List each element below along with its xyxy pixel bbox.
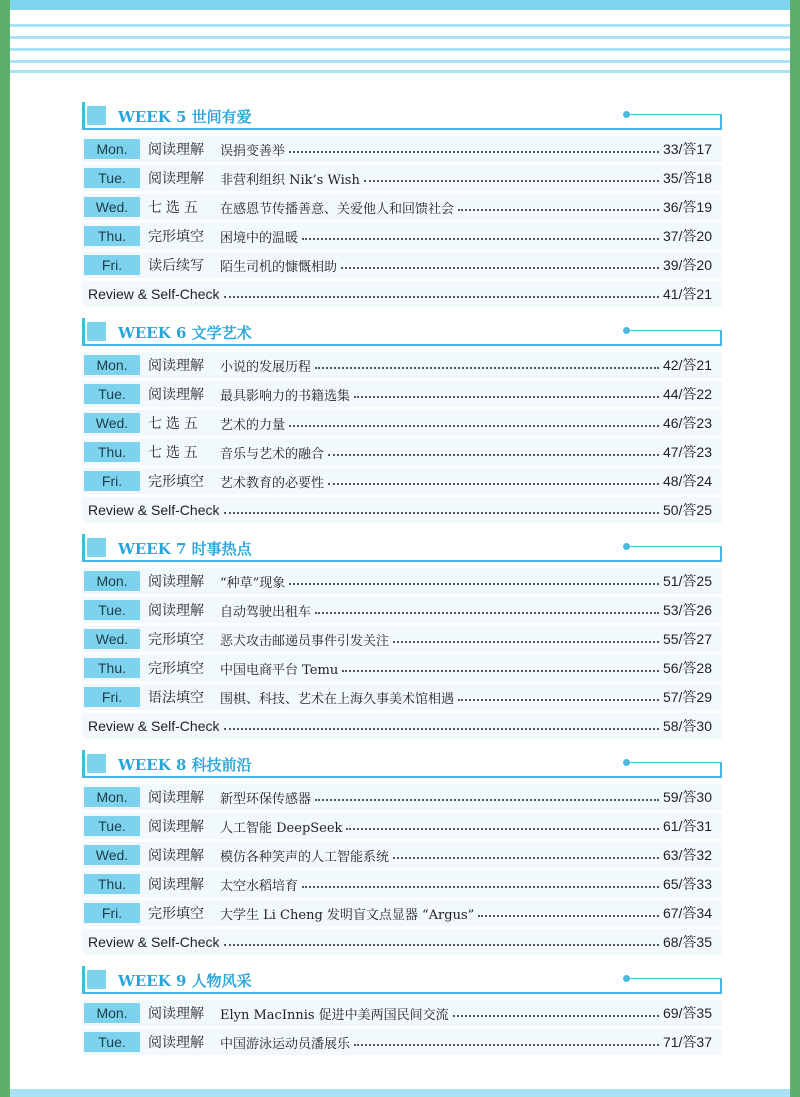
page-reference: 65/答33 xyxy=(662,876,712,892)
dot-leader xyxy=(458,208,659,211)
day-badge: Mon. xyxy=(84,355,140,375)
exercise-type: 完形填空 xyxy=(148,473,204,489)
toc-row[interactable] xyxy=(82,684,722,710)
article-title: 非营利组织 Nik’s Wish xyxy=(220,172,360,188)
page-reference: 63/答32 xyxy=(662,847,712,863)
article-title: 陌生司机的慷慨相助 xyxy=(220,259,338,275)
heading-bar xyxy=(82,534,85,562)
heading-dot-icon xyxy=(623,327,630,334)
day-badge: Tue. xyxy=(84,1032,140,1052)
heading-square-icon xyxy=(87,538,106,557)
heading-line xyxy=(627,114,722,115)
day-badge: Fri. xyxy=(84,687,140,707)
exercise-type: 阅读理解 xyxy=(148,170,204,186)
heading-bar xyxy=(82,318,85,346)
page-reference: 58/答30 xyxy=(662,718,712,734)
page-reference: 55/答27 xyxy=(662,631,712,647)
dot-leader xyxy=(364,179,659,182)
article-title: 模仿各种笑声的人工智能系统 xyxy=(220,849,390,865)
exercise-type: 读后续写 xyxy=(148,257,204,273)
toc-row[interactable] xyxy=(82,352,722,378)
exercise-type: 阅读理解 xyxy=(148,1005,204,1021)
article-title: 围棋、科技、艺术在上海久事美术馆相遇 xyxy=(220,691,455,707)
review-row[interactable] xyxy=(82,497,722,523)
heading-line xyxy=(627,546,722,547)
week-section xyxy=(82,750,722,955)
week-title: WEEK 7 时事热点 xyxy=(118,540,252,558)
dot-leader xyxy=(393,856,659,859)
article-title: 困境中的温暖 xyxy=(220,230,299,246)
week-section xyxy=(82,102,722,307)
review-row[interactable] xyxy=(82,929,722,955)
article-title: 大学生 Li Cheng 发明盲文点显器 “Argus” xyxy=(220,907,475,923)
dot-leader xyxy=(315,798,659,801)
day-badge: Tue. xyxy=(84,168,140,188)
toc-row[interactable] xyxy=(82,784,722,810)
exercise-type: 阅读理解 xyxy=(148,818,204,834)
exercise-type: 阅读理解 xyxy=(148,386,204,402)
heading-tick xyxy=(720,762,722,778)
decor-stripe xyxy=(10,24,790,27)
heading-tick xyxy=(720,978,722,994)
week-heading xyxy=(82,966,722,994)
day-badge: Wed. xyxy=(84,413,140,433)
exercise-type: 阅读理解 xyxy=(148,789,204,805)
article-title: 新型环保传感器 xyxy=(220,791,312,807)
article-title: 艺术教育的必要性 xyxy=(220,475,325,491)
dot-leader xyxy=(224,511,659,514)
top-band xyxy=(10,0,790,10)
dot-leader xyxy=(224,727,659,730)
exercise-type: 完形填空 xyxy=(148,660,204,676)
decor-stripe xyxy=(10,60,790,63)
page-reference: 39/答20 xyxy=(662,257,712,273)
toc-row[interactable] xyxy=(82,842,722,868)
table-of-contents xyxy=(82,102,722,1066)
exercise-type: 阅读理解 xyxy=(148,847,204,863)
exercise-type: 完形填空 xyxy=(148,228,204,244)
review-label: Review & Self-Check xyxy=(88,934,220,950)
heading-line xyxy=(627,762,722,763)
toc-row[interactable] xyxy=(82,1029,722,1055)
dot-leader xyxy=(289,424,659,427)
heading-square-icon xyxy=(87,754,106,773)
dot-leader xyxy=(354,1043,659,1046)
page-reference: 42/答21 xyxy=(662,357,712,373)
heading-line xyxy=(627,330,722,331)
dot-leader xyxy=(478,914,659,917)
dot-leader xyxy=(289,582,659,585)
page-reference: 71/答37 xyxy=(662,1034,712,1050)
article-title: 在感恩节传播善意、关爱他人和回馈社会 xyxy=(220,201,455,217)
heading-bar xyxy=(82,966,85,994)
dot-leader xyxy=(224,295,659,298)
week-section xyxy=(82,966,722,1055)
heading-dot-icon xyxy=(623,975,630,982)
review-row[interactable] xyxy=(82,713,722,739)
exercise-type: 语法填空 xyxy=(148,689,204,705)
decor-stripe xyxy=(10,70,790,73)
article-title: “种草”现象 xyxy=(220,575,286,591)
toc-row[interactable] xyxy=(82,871,722,897)
toc-row[interactable] xyxy=(82,439,722,465)
exercise-type: 七 选 五 xyxy=(148,415,198,431)
day-badge: Fri. xyxy=(84,903,140,923)
article-title: 中国电商平台 Temu xyxy=(220,662,339,678)
week-title: WEEK 6 文学艺术 xyxy=(118,324,252,342)
exercise-type: 阅读理解 xyxy=(148,602,204,618)
day-badge: Tue. xyxy=(84,600,140,620)
toc-row[interactable] xyxy=(82,655,722,681)
day-badge: Mon. xyxy=(84,571,140,591)
page-reference: 37/答20 xyxy=(662,228,712,244)
heading-tick xyxy=(720,114,722,130)
dot-leader xyxy=(453,1014,659,1017)
heading-tick xyxy=(720,546,722,562)
page-reference: 50/答25 xyxy=(662,502,712,518)
day-badge: Wed. xyxy=(84,845,140,865)
day-badge: Fri. xyxy=(84,471,140,491)
review-label: Review & Self-Check xyxy=(88,718,220,734)
day-badge: Mon. xyxy=(84,139,140,159)
article-title: 小说的发展历程 xyxy=(220,359,312,375)
exercise-type: 阅读理解 xyxy=(148,876,204,892)
toc-row[interactable] xyxy=(82,568,722,594)
review-row[interactable] xyxy=(82,281,722,307)
dot-leader xyxy=(289,150,659,153)
page-reference: 53/答26 xyxy=(662,602,712,618)
heading-tick xyxy=(720,330,722,346)
dot-leader xyxy=(458,698,659,701)
exercise-type: 七 选 五 xyxy=(148,444,198,460)
page-reference: 48/答24 xyxy=(662,473,712,489)
page-reference: 69/答35 xyxy=(662,1005,712,1021)
heading-square-icon xyxy=(87,322,106,341)
dot-leader xyxy=(315,611,659,614)
dot-leader xyxy=(328,482,659,485)
exercise-type: 阅读理解 xyxy=(148,141,204,157)
page-reference: 67/答34 xyxy=(662,905,712,921)
heading-line xyxy=(627,978,722,979)
toc-row[interactable] xyxy=(82,410,722,436)
page-reference: 36/答19 xyxy=(662,199,712,215)
exercise-type: 阅读理解 xyxy=(148,1034,204,1050)
week-heading xyxy=(82,318,722,346)
page-reference: 56/答28 xyxy=(662,660,712,676)
article-title: 恶犬攻击邮递员事件引发关注 xyxy=(220,633,390,649)
exercise-type: 完形填空 xyxy=(148,905,204,921)
day-badge: Thu. xyxy=(84,442,140,462)
dot-leader xyxy=(393,640,659,643)
heading-underline xyxy=(82,560,722,562)
dot-leader xyxy=(302,237,659,240)
heading-dot-icon xyxy=(623,759,630,766)
dot-leader xyxy=(354,395,659,398)
article-title: Elyn MacInnis 促进中美两国民间交流 xyxy=(220,1007,449,1023)
week-section xyxy=(82,318,722,523)
page-reference: 44/答22 xyxy=(662,386,712,402)
heading-square-icon xyxy=(87,970,106,989)
dot-leader xyxy=(346,827,659,830)
toc-row[interactable] xyxy=(82,1000,722,1026)
toc-row[interactable] xyxy=(82,468,722,494)
week-heading xyxy=(82,750,722,778)
dot-leader xyxy=(302,885,659,888)
article-title: 人工智能 DeepSeek xyxy=(220,820,343,836)
exercise-type: 七 选 五 xyxy=(148,199,198,215)
article-title: 艺术的力量 xyxy=(220,417,286,433)
week-title: WEEK 5 世间有爱 xyxy=(118,108,252,126)
day-badge: Mon. xyxy=(84,787,140,807)
dot-leader xyxy=(315,366,659,369)
page-reference: 47/答23 xyxy=(662,444,712,460)
dot-leader xyxy=(341,266,659,269)
heading-underline xyxy=(82,776,722,778)
day-badge: Wed. xyxy=(84,629,140,649)
exercise-type: 完形填空 xyxy=(148,631,204,647)
exercise-type: 阅读理解 xyxy=(148,573,204,589)
toc-row[interactable] xyxy=(82,223,722,249)
exercise-type: 阅读理解 xyxy=(148,357,204,373)
article-title: 误捐变善举 xyxy=(220,143,286,159)
page-reference: 35/答18 xyxy=(662,170,712,186)
toc-row[interactable] xyxy=(82,194,722,220)
article-title: 音乐与艺术的融合 xyxy=(220,446,325,462)
day-badge: Thu. xyxy=(84,226,140,246)
week-heading xyxy=(82,102,722,130)
heading-underline xyxy=(82,344,722,346)
week-heading xyxy=(82,534,722,562)
dot-leader xyxy=(342,669,659,672)
week-section xyxy=(82,534,722,739)
page-reference: 68/答35 xyxy=(662,934,712,950)
page-reference: 61/答31 xyxy=(662,818,712,834)
toc-row[interactable] xyxy=(82,597,722,623)
day-badge: Wed. xyxy=(84,197,140,217)
heading-square-icon xyxy=(87,106,106,125)
day-badge: Fri. xyxy=(84,255,140,275)
dot-leader xyxy=(224,943,659,946)
toc-row[interactable] xyxy=(82,813,722,839)
review-label: Review & Self-Check xyxy=(88,286,220,302)
toc-row[interactable] xyxy=(82,136,722,162)
decor-stripe xyxy=(10,48,790,51)
page-reference: 33/答17 xyxy=(662,141,712,157)
heading-underline xyxy=(82,128,722,130)
toc-row[interactable] xyxy=(82,165,722,191)
page xyxy=(10,0,790,1097)
article-title: 自动驾驶出租车 xyxy=(220,604,312,620)
toc-row[interactable] xyxy=(82,252,722,278)
page-reference: 59/答30 xyxy=(662,789,712,805)
page-reference: 57/答29 xyxy=(662,689,712,705)
day-badge: Tue. xyxy=(84,816,140,836)
toc-row[interactable] xyxy=(82,626,722,652)
bottom-band xyxy=(10,1089,790,1097)
week-title: WEEK 8 科技前沿 xyxy=(118,756,252,774)
heading-dot-icon xyxy=(623,543,630,550)
toc-row[interactable] xyxy=(82,381,722,407)
toc-row[interactable] xyxy=(82,900,722,926)
heading-underline xyxy=(82,992,722,994)
dot-leader xyxy=(328,453,659,456)
day-badge: Tue. xyxy=(84,384,140,404)
article-title: 太空水稻培育 xyxy=(220,878,299,894)
day-badge: Thu. xyxy=(84,874,140,894)
heading-dot-icon xyxy=(623,111,630,118)
heading-bar xyxy=(82,750,85,778)
article-title: 最具影响力的书籍选集 xyxy=(220,388,351,404)
review-label: Review & Self-Check xyxy=(88,502,220,518)
day-badge: Mon. xyxy=(84,1003,140,1023)
day-badge: Thu. xyxy=(84,658,140,678)
page-reference: 41/答21 xyxy=(662,286,712,302)
page-reference: 46/答23 xyxy=(662,415,712,431)
page-reference: 51/答25 xyxy=(662,573,712,589)
article-title: 中国游泳运动员潘展乐 xyxy=(220,1036,351,1052)
decor-stripe xyxy=(10,36,790,39)
heading-bar xyxy=(82,102,85,130)
week-title: WEEK 9 人物风采 xyxy=(118,972,252,990)
